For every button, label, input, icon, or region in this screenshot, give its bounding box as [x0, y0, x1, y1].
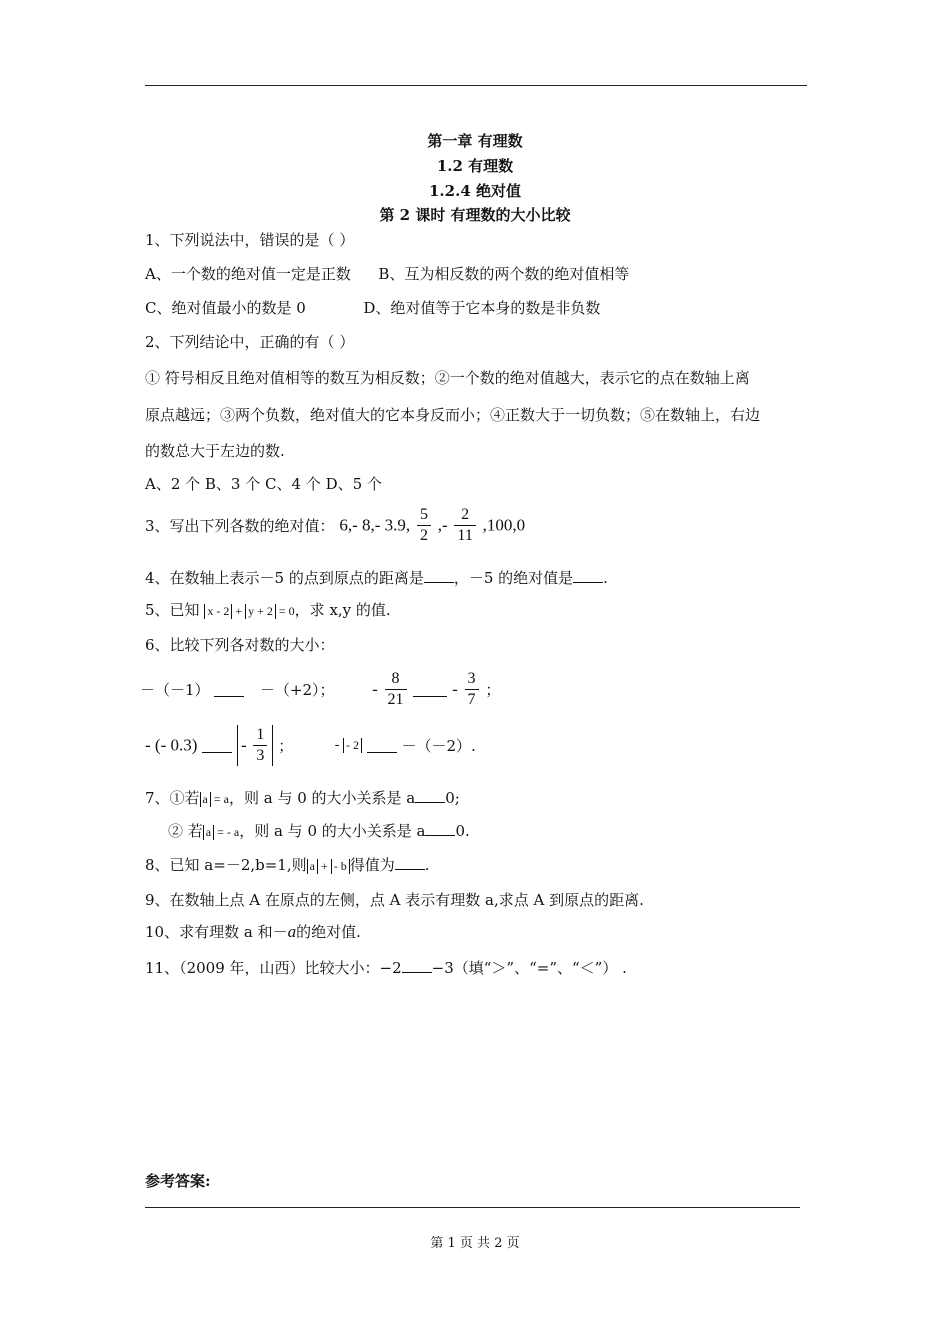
q1-options-ab [145, 263, 629, 284]
q1-option-b: B、互为相反数的两个数的绝对值相等 [378, 265, 630, 283]
q6-r2-fraction-1-3 [253, 725, 267, 766]
q3-fraction-5-2 [417, 505, 431, 546]
q3-frac2-num: 2 [454, 505, 475, 526]
q8-pre: 8、已知 a=－2,b=1,则 [145, 856, 307, 874]
q4-text-b: ，－5 的绝对值是 [453, 569, 574, 587]
q7-abs-a-2: a [203, 825, 214, 840]
q6-stem: 6、比较下列各对数的大小： [145, 636, 335, 654]
q6-r2-blank-2[interactable] [367, 738, 397, 753]
q6-r1-frac2-den: 7 [467, 691, 476, 708]
q6-r1-blank-2[interactable] [413, 682, 447, 697]
q7-post-1: ，则 a 与 0 的大小关系是 a [228, 789, 416, 807]
bottom-rule [145, 1207, 800, 1208]
q7-end-2: 0. [455, 822, 470, 840]
q1-options-cd [145, 297, 600, 318]
q6-r1-frac1-den: 21 [387, 691, 404, 708]
q2-body-1: ① 符号相反且绝对值相等的数互为相反数；②一个数的绝对值越大，表示它的点在数轴上离 [145, 369, 750, 387]
q1-option-a: A、一个数的绝对值一定是正数 [145, 265, 351, 283]
q8-post: 得值为 [349, 856, 395, 874]
q6-r2-frac-num: 1 [253, 725, 267, 746]
q7-blank-2[interactable] [425, 821, 455, 836]
q6-r1-minus-2: - [452, 679, 458, 699]
q11-blank[interactable] [402, 958, 432, 973]
q11-pre: 11、（2009 年，山西）比较大小：−2 [145, 959, 402, 977]
q6-r2-right: －（－2）. [401, 737, 476, 755]
q4-end: . [603, 569, 608, 587]
q3-line [145, 505, 525, 546]
q4-blank-1[interactable] [424, 568, 454, 583]
page-number: 第 1 页 共 2 页 [430, 1236, 520, 1251]
q6-r2-minus: - [334, 737, 343, 753]
q7-line-2 [168, 820, 470, 841]
q6-r2-left: - (- 0.3) [145, 735, 198, 755]
q3-frac2-den: 11 [457, 527, 473, 544]
q5-pre: 5、已知 [145, 601, 200, 619]
q6-r2-abs-minus: - [240, 735, 247, 755]
q7-eq-1: = a [210, 792, 229, 806]
q4-text-a: 4、在数轴上表示－5 的点到原点的距离是 [145, 569, 424, 587]
q6-r1-frac2-num: 3 [465, 669, 479, 690]
q5-plus: + [232, 604, 246, 618]
q5-post: ，求 x,y 的值. [294, 601, 391, 619]
q7-end-1: 0; [445, 789, 460, 807]
q7-pre-2: ② 若 [168, 822, 203, 840]
q4-line [145, 567, 608, 588]
answers-label: 参考答案: [145, 1172, 211, 1190]
q7-abs-a-1: a [200, 792, 211, 807]
q3-stem: 3、写出下列各数的绝对值： [145, 517, 335, 535]
q7-pre: 7、①若 [145, 789, 200, 807]
q8-abs-a: a [307, 859, 318, 874]
q3-fraction-2-11 [454, 505, 475, 546]
q6-r1-left: －（－1） [140, 681, 210, 699]
q8-abs-b: - b [331, 859, 350, 874]
q5-abs-x: x - 2 [204, 604, 232, 619]
q6-r1-minus-1: - [372, 679, 378, 699]
q6-r2-abs-2: - 2 [343, 738, 362, 753]
q1-stem: 1、下列说法中，错误的是（ ） [145, 231, 355, 249]
q10-pre: 10、求有理数 a 和－ [145, 923, 288, 941]
q6-r1-right: －（+2）； [259, 681, 335, 699]
q8-plus: + [317, 859, 331, 873]
q3-separator: ,- [437, 515, 448, 535]
q2-body-2: 原点越远；③两个负数，绝对值大的它本身反而小；④正数大于一切负数；⑤在数轴上，右边 [145, 406, 761, 424]
q6-r1-fraction-8-21 [385, 669, 407, 710]
q10-var: a [287, 922, 297, 941]
q2-options: A、2 个 B、3 个 C、4 个 D、5 个 [145, 475, 382, 493]
q11-line [145, 957, 627, 978]
q9-line: 9、在数轴上点 A 在原点的左侧，点 A 表示有理数 a,求点 A 到原点的距离. [145, 891, 644, 909]
q7-blank-1[interactable] [415, 788, 445, 803]
top-rule [145, 85, 807, 86]
q6-row-2 [145, 725, 476, 766]
q6-r2-abs-fraction [237, 725, 273, 766]
q7-post-2: ，则 a 与 0 的大小关系是 a [239, 822, 426, 840]
q11-post: −3（填“＞”、“=”、“＜”） . [431, 959, 627, 977]
q7-line-1 [145, 787, 460, 808]
q5-equals: = 0 [275, 604, 295, 618]
chapter-title: 第一章 有理数 [427, 132, 523, 150]
q6-r1-fraction-3-7 [465, 669, 479, 710]
q8-end: . [424, 856, 430, 874]
q6-row-1 [140, 669, 500, 710]
q1-option-c: C、绝对值最小的数是 0 [145, 299, 306, 317]
q8-blank[interactable] [395, 855, 425, 870]
q5-abs-y: y + 2 [245, 604, 276, 619]
q10-line [145, 921, 361, 942]
q1-option-d: D、绝对值等于它本身的数是非负数 [363, 299, 601, 317]
subsection-title: 1.2.4 绝对值 [429, 182, 521, 200]
q6-r2-frac-den: 3 [256, 747, 265, 764]
q2-body-3: 的数总大于左边的数. [145, 442, 285, 460]
q7-eq-2: = - a [214, 825, 240, 839]
q6-r2-blank-1[interactable] [202, 738, 232, 753]
q2-stem: 2、下列结论中，正确的有（ ） [145, 333, 355, 351]
q10-post: 的绝对值. [296, 923, 361, 941]
q3-frac1-num: 5 [417, 505, 431, 526]
q3-numbers-1: 6,- 8,- 3.9, [339, 515, 411, 535]
q3-numbers-2: ,100,0 [482, 515, 526, 535]
section-title: 1.2 有理数 [436, 157, 514, 175]
q4-blank-2[interactable] [573, 568, 603, 583]
q3-frac1-den: 2 [419, 527, 428, 544]
lesson-title: 第 2 课时 有理数的大小比较 [379, 206, 571, 224]
q5-line [145, 599, 391, 620]
q6-r2-semicolon: ； [278, 737, 294, 755]
q6-r1-blank-1[interactable] [214, 682, 244, 697]
q8-line [145, 854, 430, 875]
q6-r1-semicolon: ； [485, 681, 501, 699]
q6-r1-frac1-num: 8 [385, 669, 407, 690]
